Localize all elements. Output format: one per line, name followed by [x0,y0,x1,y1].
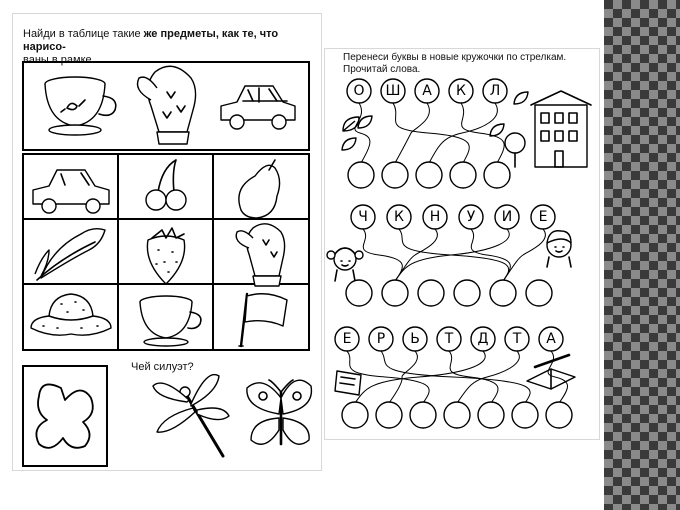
empty-answer-circle[interactable] [484,162,510,188]
connector-line [389,351,417,403]
letter-Т: Т [512,331,522,347]
cherries-icon [146,160,186,210]
butterfly-silhouette-icon [36,384,92,447]
tree-icon [505,133,525,167]
empty-answer-circle[interactable] [382,280,408,306]
left-worksheet [12,13,322,471]
letter-О: О [353,83,365,99]
empty-answer-circle[interactable] [490,280,516,306]
empty-answer-circle[interactable] [546,402,572,428]
letter-К: К [456,83,466,99]
car-icon [221,86,295,129]
right-instruction-text: Перенеси буквы в новые кружочки по стрелкам. [343,52,567,63]
letter-Ч: Ч [358,209,368,225]
pear-icon [239,160,280,218]
empty-answer-circle[interactable] [348,162,374,188]
empty-answer-circle[interactable] [454,280,480,306]
empty-answer-circle[interactable] [444,402,470,428]
mitten-icon [236,224,284,286]
letter-Р: Р [376,331,386,347]
letter-Е: Е [538,209,548,225]
school-building-icon [531,91,591,167]
letter-Ш: Ш [385,83,401,99]
connector-line [395,229,509,281]
connector-line [381,351,530,403]
letter-К: К [394,209,404,225]
open-book-pencil-icon [527,355,575,389]
letter-puzzle [325,49,599,439]
checkered-background [604,0,680,510]
empty-answer-circle[interactable] [512,402,538,428]
connector-line [503,229,545,281]
letter-Д: Д [477,331,489,347]
empty-answer-circle[interactable] [478,402,504,428]
right-worksheet [324,48,600,440]
connector-line [355,351,485,403]
instruction-bold-text: же предметы, как те, что нарисо- [23,28,279,53]
silhouette-question-text: Чей силуэт? [131,361,194,373]
letter-Т: Т [444,331,454,347]
strawberry-icon [147,228,184,284]
empty-answer-circle[interactable] [410,402,436,428]
flag-icon [239,294,287,346]
left-worksheet-drawing [13,14,321,470]
letter-И: И [501,209,513,225]
letter-Ь: Ь [410,331,420,347]
tulip-icon [35,229,105,280]
empty-answer-circle[interactable] [416,162,442,188]
letter-А: А [546,331,556,347]
leaf-icon [490,124,504,136]
girl-face-icon [327,248,363,281]
empty-answer-circle[interactable] [526,280,552,306]
leaf-icon [342,138,356,150]
cup-icon [140,296,201,346]
empty-answer-circle[interactable] [346,280,372,306]
letter-Е: Е [342,331,352,347]
boy-face-icon [547,231,571,267]
connector-line [355,103,370,163]
leaf-icon [514,92,528,104]
letter-Л: Л [489,83,501,99]
empty-answer-circle[interactable] [450,162,476,188]
letter-У: У [466,209,476,225]
instruction-text-line2: ваны в рамке. [23,54,95,66]
empty-answer-circle[interactable] [382,162,408,188]
butterfly-icon [247,380,312,444]
empty-answer-circle[interactable] [342,402,368,428]
connector-line [471,229,510,281]
right-instruction-text-line2: Прочитай слова. [343,64,421,75]
connector-line [393,103,469,163]
hat-icon [31,294,111,335]
empty-answer-circle[interactable] [376,402,402,428]
instruction-text: Найди в таблице такие [23,28,144,40]
letter-Н: Н [429,209,441,225]
connector-line [363,229,402,281]
cup-icon [45,77,116,135]
mitten-icon [138,66,196,144]
empty-answer-circle[interactable] [418,280,444,306]
dragonfly-icon [153,375,229,456]
letter-А: А [422,83,432,99]
book-icon [335,371,361,395]
car-icon [33,170,109,213]
